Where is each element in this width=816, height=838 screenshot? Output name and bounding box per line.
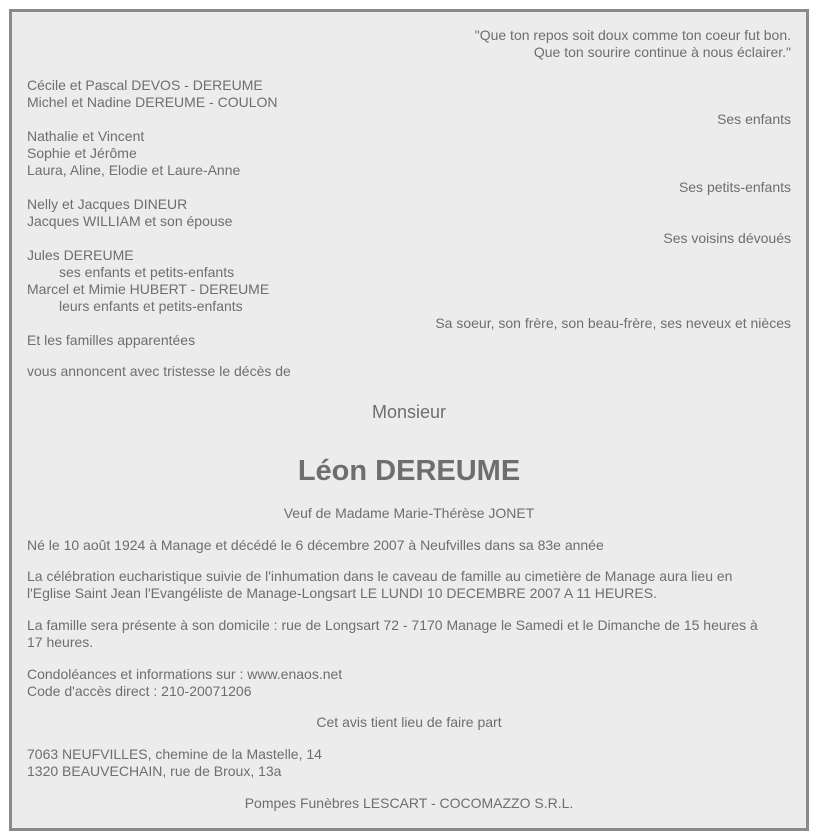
siblings-1: Jules DEREUME <box>27 247 134 263</box>
presence-line-2: 17 heures. <box>27 634 94 650</box>
presence-line-1: La famille sera présente à son domicile : rue de Longsart 72 - 7170 Manage le Samedi et le Dimanche de 15 heures à <box>27 617 758 633</box>
neighbours-1: Nelly et Jacques DINEUR <box>27 196 188 212</box>
ceremony-line-1: La célébration eucharistique suivie de l'inhumation dans le caveau de famille au cimetière de Manage aura lieu en <box>27 568 733 584</box>
birth-death: Né le 10 août 1924 à Manage et décédé le 6 décembre 2007 à Neufvilles dans sa 83e année <box>27 537 604 553</box>
siblings-2: ses enfants et petits-enfants <box>59 264 235 280</box>
children-1: Cécile et Pascal DEVOS - DEREUME <box>27 77 263 93</box>
obituary-notice <box>9 9 809 831</box>
quote-line-1: "Que ton repos soit doux comme ton coeur fut bon. <box>474 27 791 43</box>
ceremony-line-2: l'Eglise Saint Jean l'Evangéliste de Manage-Longsart LE LUNDI 10 DECEMBRE 2007 A 11 HEURES. <box>27 585 657 601</box>
announcement: vous annoncent avec tristesse le décès de <box>27 363 291 379</box>
deceased-title: Monsieur <box>371 402 447 422</box>
deceased-name: Léon DEREUME <box>297 455 521 487</box>
quote-line-2: Que ton sourire continue à nous éclairer." <box>533 44 791 60</box>
related-families: Et les familles apparentées <box>27 332 196 348</box>
grandchildren-1: Nathalie et Vincent <box>27 128 145 144</box>
address-2: 1320 BEAUVECHAIN, rue de Broux, 13a <box>27 763 282 779</box>
condolences: Condoléances et informations sur : www.enaos.net <box>27 666 343 682</box>
children-2: Michel et Nadine DEREUME - COULON <box>27 94 278 110</box>
siblings-label: Sa soeur, son frère, son beau-frère, ses neveux et nièces <box>435 315 791 331</box>
widower-line: Veuf de Madame Marie-Thérèse JONET <box>283 505 535 521</box>
siblings-4: leurs enfants et petits-enfants <box>59 298 243 314</box>
neighbours-label: Ses voisins dévoués <box>663 230 791 246</box>
access-code: Code d'accès direct : 210-20071206 <box>27 683 252 699</box>
funeral-home: Pompes Funèbres LESCART - COCOMAZZO S.R.L. <box>244 795 574 811</box>
siblings-3: Marcel et Mimie HUBERT - DEREUME <box>27 281 270 297</box>
notice-line: Cet avis tient lieu de faire part <box>316 714 502 730</box>
grandchildren-label: Ses petits-enfants <box>678 179 791 195</box>
address-1: 7063 NEUFVILLES, chemine de la Mastelle, 14 <box>27 746 322 762</box>
children-label: Ses enfants <box>717 111 791 127</box>
grandchildren-3: Laura, Aline, Elodie et Laure-Anne <box>27 162 241 178</box>
neighbours-2: Jacques WILLIAM et son épouse <box>27 213 233 229</box>
grandchildren-2: Sophie et Jérôme <box>27 145 137 161</box>
